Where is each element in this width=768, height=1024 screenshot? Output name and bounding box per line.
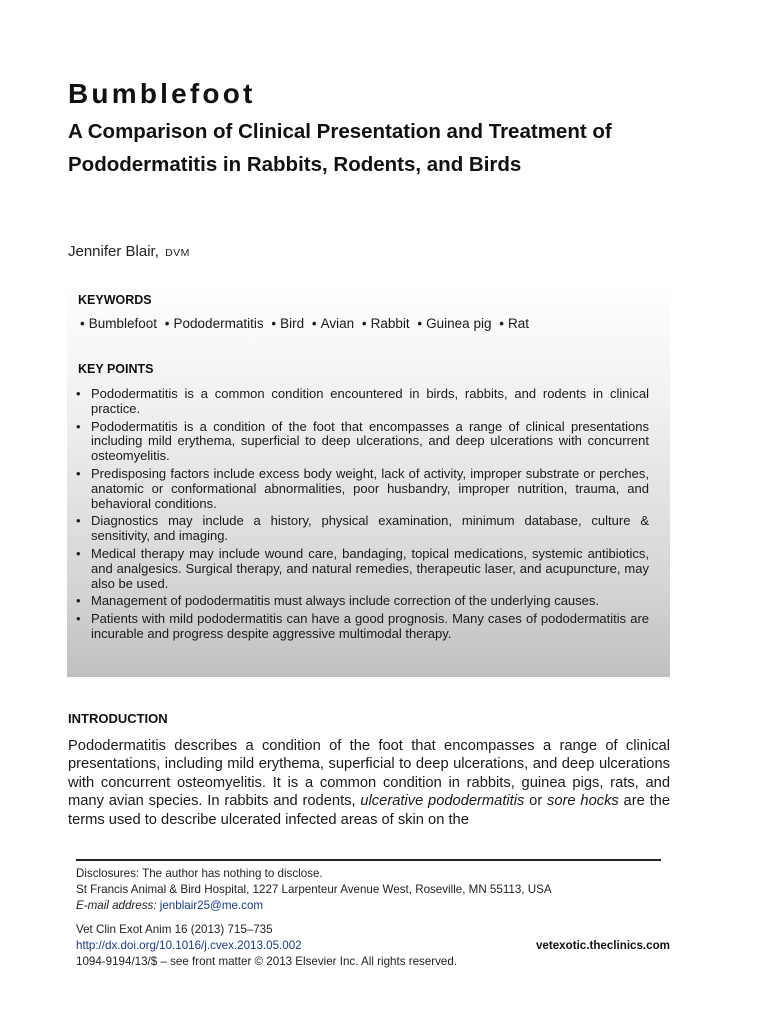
key-points-list [76,387,649,645]
key-point-item: • Predisposing factors include excess body weight, lack of activity, improper substrate or perches, anatomic or conformational abnormalities, poor husbandry, improper nutrition, trauma, and behavioral conditions. [76,467,649,511]
introduction-paragraph [68,737,670,829]
author-line [68,243,190,260]
keyword-bullet: • [271,316,277,331]
doi-line [76,938,670,954]
keyword-bullet: • [417,316,423,331]
keywords-keypoints-box [67,282,670,677]
copyright-line: 1094-9194/13/$ – see front matter © 2013 Elsevier Inc. All rights reserved. [76,955,458,968]
keywords-list [76,316,529,331]
article-subtitle: A Comparison of Clinical Presentation and Treatment of Pododermatitis in Rabbits, Rodents, and Birds [68,120,612,176]
disclosures-note: Disclosures: The author has nothing to disclose. [76,867,323,880]
journal-site: vetexotic.theclinics.com [535,939,670,952]
intro-text-segment: or [524,793,548,810]
email-label: E-mail address: [76,899,157,912]
keywords-heading: KEYWORDS [78,293,152,307]
keyword-bullet: • [80,316,85,331]
keyword-item: Pododermatitis [173,316,264,331]
keyword-item: Bird [280,316,305,331]
affiliation-note: St Francis Animal & Bird Hospital, 1227 Larpenteur Avenue West, Roseville, MN 55113, USA [76,883,552,896]
key-points-heading: KEY POINTS [78,362,154,376]
keyword-item: Bumblefoot [88,316,158,331]
doi-link[interactable]: http://dx.doi.org/10.1016/j.cvex.2013.05.002 [76,939,302,952]
keyword-item: Rabbit [370,316,410,331]
key-point-item: • Medical therapy may include wound care, bandaging, topical medications, systemic antibiotics, and analgesics. Surgical therapy, and natural remedies, therapeutic laser, and acupuncture, may also be used. [76,547,649,591]
article-title: Bumblefoot [68,78,256,109]
introduction-heading: INTRODUCTION [68,711,168,726]
email-line [76,898,670,914]
key-point-item: • Management of pododermatitis must always include correction of the underlying causes. [76,594,649,609]
footnote-divider [76,859,661,861]
keyword-item: Guinea pig [426,316,492,331]
keyword-item: Avian [320,316,355,331]
key-point-item: • Patients with mild pododermatitis can have a good prognosis. Many cases of pododermatitis are incurable and progress despite aggressive multimodal therapy. [76,612,649,642]
intro-italic-term: sore hocks [547,793,619,810]
email-link[interactable]: jenblair25@me.com [159,899,264,912]
keyword-bullet: • [361,316,367,331]
key-point-item: • Pododermatitis is a condition of the foot that encompasses a range of clinical presentations including mild erythema, superficial to deep ulcerations, and deep ulcerations with concurrent osteomyelitis. [76,420,649,464]
citation-line: Vet Clin Exot Anim 16 (2013) 715–735 [76,923,273,936]
author-name: Jennifer Blair, [68,243,159,260]
intro-text-segment: are the terms used to describe ulcerated infected areas of skin on the [68,793,670,828]
keyword-bullet: • [311,316,317,331]
keyword-bullet: • [499,316,504,331]
keyword-item: Rat [507,316,529,331]
intro-italic-term: ulcerative pododermatitis [360,793,525,810]
keyword-bullet: • [164,316,170,331]
author-degree: DVM [165,247,190,259]
key-point-item: • Pododermatitis is a common condition encountered in birds, rabbits, and rodents in clinical practice. [76,387,649,417]
intro-text-segment: Pododermatitis describes a condition of the foot that encompasses a range of clinical presentations, including mild erythema, superficial to deep ulcerations, and deep ulcerations with concurrent osteomyelitis. It is a common condition in rabbits, guinea pigs, rats, and many avian species. In rabbits and rodents, [68,738,670,810]
key-point-item: • Diagnostics may include a history, physical examination, minimum database, culture & sensitivity, and imaging. [76,514,649,544]
